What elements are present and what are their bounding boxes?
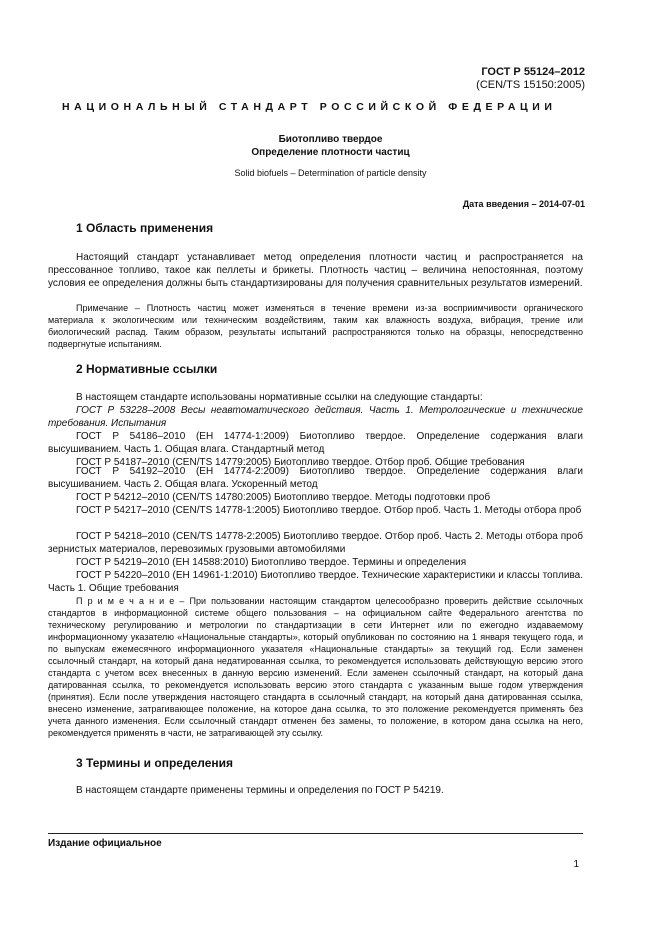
section-3-heading: 3 Термины и определения xyxy=(76,756,234,770)
document-number: ГОСТ Р 55124–2012 xyxy=(481,66,585,78)
section-1-paragraph: Настоящий стандарт устанавливает метод определения плотности частиц и распространяется на прессованное топливо, такое как пеллеты и брикеты. Плотность частиц – величина непостоянная, поэтому условия ее определения должны быть стандартизированы для получения сравнительных результатов измерений. xyxy=(48,252,583,289)
reference-item: ГОСТ Р 54218–2010 (CEN/TS 14778-2:2005) Биотопливо твердое. Отбор проб. Часть 2. Методы отбора проб зернистых материалов, перевозимых грузовыми автомобилями xyxy=(48,531,583,555)
cen-reference: (CEN/TS 15150:2005) xyxy=(476,79,585,91)
title-english: Solid biofuels – Determination of particle density xyxy=(234,168,427,178)
footer-divider xyxy=(48,833,583,834)
section-2-note: П р и м е ч а н и е – При пользовании настоящим стандартом целесообразно проверить действие ссылочных стандартов в информационной системе общего пользования – на официальном сайте Федерального агентства по техническому регулированию и метрологии по стандартизации в сети Интернет или по ежегодно издаваемому информационному указателю «Национальные стандарты», который опубликован по состоянию на 1 января текущего года, и по выпускам ежемесячного информационного указателя «Национальные стандарты» за текущий год. Если заменен ссылочный стандарт, на который дана недатированная ссылка, то рекомендуется использовать действующую версию этого стандарта с учетом всех внесенных в данную версию изменений. Если заменен ссылочный стандарт, на который дана датированная ссылка, то рекомендуется использовать версию этого стандарта с указанным выше годом утверждения (принятия). Если после утверждения настоящего стандарта в ссылочный стандарт, на который дана датированная ссылка, внесено изменение, затрагивающее положение, на которое дана ссылка, то это положение рекомендуется применять без учета данного изменения. Если ссылочный стандарт отменен без замены, то положение, в котором дана ссылка на него, рекомендуется применять в части, не затрагивающей эту ссылку. xyxy=(48,596,583,738)
title-line-1: Биотопливо твердое xyxy=(278,134,383,145)
section-1-note: Примечание – Плотность частиц может изменяться в течение времени из-за восприимчивости органического материала к экологическим или техническим воздействиям, таким как влажность воздуха, вибрация, трение или биологический распад. Таким образом, результаты испытаний распространяются только на образцы, непосредственно подвергнутые испытаниям. xyxy=(48,303,583,349)
introduction-date: Дата введения – 2014-07-01 xyxy=(462,199,585,209)
title-line-2: Определение плотности частиц xyxy=(251,147,410,158)
reference-item: ГОСТ Р 54220–2010 (ЕН 14961-1:2010) Биотопливо твердое. Технические характеристики и классы топлива. Часть 1. Общие требования xyxy=(48,570,583,594)
section-3-paragraph: В настоящем стандарте применены термины и определения по ГОСТ Р 54219. xyxy=(76,785,444,796)
section-1-heading: 1 Область применения xyxy=(76,221,214,235)
reference-item: ГОСТ Р 54186–2010 (ЕН 14774-1:2009) Биотопливо твердое. Определение содержания влаги высушиванием. Часть 1. Общая влага. Стандартный метод xyxy=(48,431,583,455)
section-2-intro: В настоящем стандарте использованы нормативные ссылки на следующие стандарты: xyxy=(76,392,483,403)
reference-item: ГОСТ Р 54192–2010 (ЕН 14774-2:2009) Биотопливо твердое. Определение содержания влаги высушиванием. Часть 2. Общая влага. Ускоренный метод xyxy=(48,466,583,490)
reference-item: ГОСТ Р 54217–2010 (CEN/TS 14778-1:2005) Биотопливо твердое. Отбор проб. Часть 1. Методы отбора проб xyxy=(76,505,582,516)
reference-item: ГОСТ Р 54219–2010 (ЕН 14588:2010) Биотопливо твердое. Термины и определения xyxy=(76,557,467,568)
national-standard-banner: НАЦИОНАЛЬНЫЙ СТАНДАРТ РОССИЙСКОЙ ФЕДЕРАЦИИ xyxy=(62,101,557,113)
reference-item: ГОСТ Р 54187–2010 (CEN/TS 14779:2005) Биотопливо твердое. Отбор проб. Общие требования xyxy=(76,457,525,468)
official-edition-label: Издание официальное xyxy=(48,838,162,849)
section-2-heading: 2 Нормативные ссылки xyxy=(76,362,218,376)
page-number: 1 xyxy=(573,859,579,870)
reference-item: ГОСТ Р 53228–2008 Весы неавтоматического действия. Часть 1. Метрологические и технические требования. Испытания xyxy=(48,405,583,429)
reference-item: ГОСТ Р 54212–2010 (CEN/TS 14780:2005) Биотопливо твердое. Методы подготовки проб xyxy=(76,492,491,503)
